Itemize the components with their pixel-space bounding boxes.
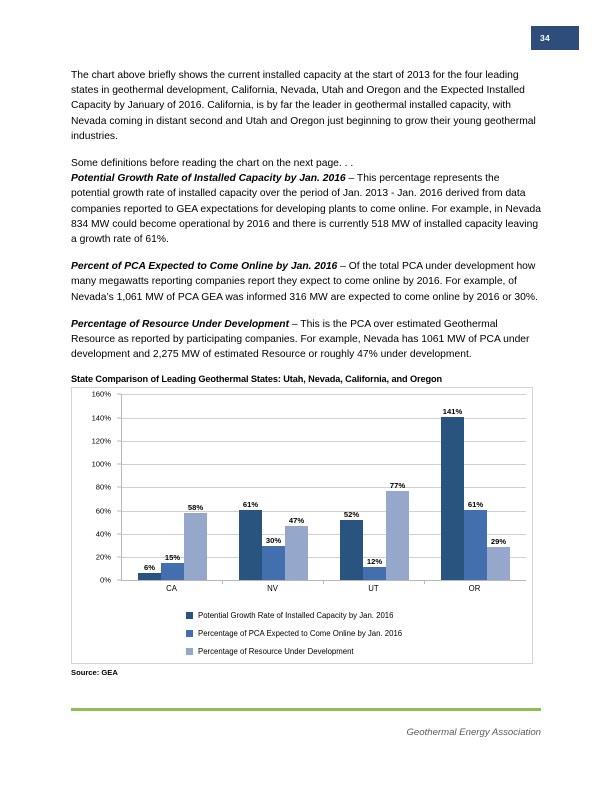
x-axis-label-ut: UT xyxy=(368,584,379,594)
chart-bar-cluster xyxy=(340,394,409,580)
legend-swatch-icon xyxy=(186,612,193,619)
chart-y-axis xyxy=(72,389,116,585)
legend-swatch-icon xyxy=(186,630,193,637)
y-axis-tick-label: 40% xyxy=(95,529,111,539)
chart-bar xyxy=(239,499,262,581)
chart-bar-value-label: 58% xyxy=(187,503,204,513)
chart-x-axis xyxy=(121,584,525,593)
chart-bar-value-label: 12% xyxy=(366,556,383,566)
chart-bar-value-label: 61% xyxy=(467,499,484,509)
chart-bar-value-label: 61% xyxy=(242,499,259,509)
source-note: Source: GEA xyxy=(71,668,118,678)
y-axis-tick-label: 100% xyxy=(91,459,111,469)
chart-bar-value-label: 141% xyxy=(442,406,463,416)
definition-percentage-resource-under-development xyxy=(71,317,541,363)
x-axis-label-nv: NV xyxy=(267,584,278,594)
chart-bar-cluster xyxy=(441,394,510,580)
legend-swatch-icon xyxy=(186,648,193,655)
chart-bar-value-label: 30% xyxy=(265,535,282,545)
chart-bar xyxy=(138,563,161,580)
chart-bar-cluster xyxy=(239,394,308,580)
footer-organization: Geothermal Energy Association xyxy=(406,727,541,738)
legend-item-label: Percentage of Resource Under Development xyxy=(198,646,354,656)
definition-term: Percentage of Resource Under Development xyxy=(71,318,290,330)
page-footer xyxy=(71,708,541,738)
chart-group-ut xyxy=(324,394,425,580)
definition-body: – Of the total PCA under development how many megawatts reporting companies report they expect to come online by 2016. For example, of Nevada’s 1,061 MW of PCA GEA was informed 316 MW are expected to come online by 2016 or 30%. xyxy=(71,261,538,303)
chart-bar xyxy=(285,515,308,581)
x-axis-label-ca: CA xyxy=(166,584,177,594)
y-axis-tick-label: 0% xyxy=(100,575,111,585)
legend-item-1[interactable] xyxy=(72,606,534,624)
chart-bar-value-label: 47% xyxy=(288,515,305,525)
chart-bar-groups xyxy=(122,394,526,580)
definition-potential-growth-rate xyxy=(71,171,541,247)
chart-title: State Comparison of Leading Geothermal States: Utah, Nevada, California, and Oregon xyxy=(71,374,443,385)
chart-bar-value-label: 77% xyxy=(389,480,406,490)
page-header xyxy=(0,0,612,52)
chart-bar-cluster xyxy=(138,394,207,580)
chart-plot-area xyxy=(121,394,526,581)
chart-bar-value-label: 6% xyxy=(144,563,155,573)
x-axis-label-or: OR xyxy=(468,584,481,594)
y-axis-tick-label: 140% xyxy=(91,413,111,423)
y-axis-tick-label: 120% xyxy=(91,436,111,446)
y-axis-tick-label: 160% xyxy=(91,389,111,399)
definition-percent-pca-online xyxy=(71,259,541,305)
legend-item-3[interactable] xyxy=(72,642,534,660)
chart-bar xyxy=(464,499,487,581)
legend-item-label: Percentage of PCA Expected to Come Online by Jan. 2016 xyxy=(198,628,403,638)
page-number-badge: 34 xyxy=(531,26,579,50)
definition-body: – This percentage represents the potential growth rate of installed capacity over the period of Jan. 2013 - Jan. 2016 derived from data companies reported to GEA expectations for developing plants to come online. For example, in Nevada 834 MW could become operational by 2016 and there is currently 518 MW of installed capacity leaving a growth rate of 61%. xyxy=(71,173,541,246)
chart-bar xyxy=(363,556,386,581)
definition-term: Percent of PCA Expected to Come Online by Jan. 2016 xyxy=(71,261,338,273)
footer-divider xyxy=(71,708,541,711)
chart-legend xyxy=(72,606,534,660)
chart-plot-wrapper xyxy=(72,389,534,599)
chart-bar xyxy=(487,536,510,581)
paragraph-definitions-intro: Some definitions before reading the chart on the next page. . . xyxy=(71,158,354,170)
chart-container xyxy=(71,387,533,664)
chart-bar xyxy=(161,553,184,580)
chart-bar-value-label: 29% xyxy=(490,536,507,546)
document-body xyxy=(71,68,541,677)
chart-bar-value-label: 52% xyxy=(343,510,360,520)
legend-item-label: Potential Growth Rate of Installed Capacity by Jan. 2016 xyxy=(198,610,394,620)
chart-group-nv xyxy=(223,394,324,580)
legend-item-2[interactable] xyxy=(72,624,534,642)
chart-bar xyxy=(386,480,409,581)
chart-bar xyxy=(441,406,464,581)
chart-bar-value-label: 15% xyxy=(164,553,181,563)
chart-bar xyxy=(262,535,285,581)
definition-term: Potential Growth Rate of Installed Capacity by Jan. 2016 xyxy=(71,173,346,185)
y-axis-tick-label: 20% xyxy=(95,552,111,562)
chart-bar xyxy=(184,503,207,580)
chart-bar xyxy=(340,510,363,580)
chart-group-ca xyxy=(122,394,223,580)
y-axis-tick-label: 80% xyxy=(95,482,111,492)
chart-group-or xyxy=(425,394,526,580)
y-axis-tick-label: 60% xyxy=(95,506,111,516)
definition-body: – This is the PCA over estimated Geothermal Resource as reported by participating companies. For example, Nevada has 1061 MW of PCA under development and 2,275 MW of estimated Resource or roughly 47% under development. xyxy=(71,318,530,361)
paragraph-intro: The chart above briefly shows the current installed capacity at the start of 2013 for the four leading states in geothermal development, California, Nevada, Utah and Oregon and the Expected Installed Capacity by January of 2016. California, is by far the leader in geothermal installed capacity, with Nevada coming in distant second and Utah and Oregon just beginning to grow their young geothermal industries. xyxy=(71,70,536,142)
